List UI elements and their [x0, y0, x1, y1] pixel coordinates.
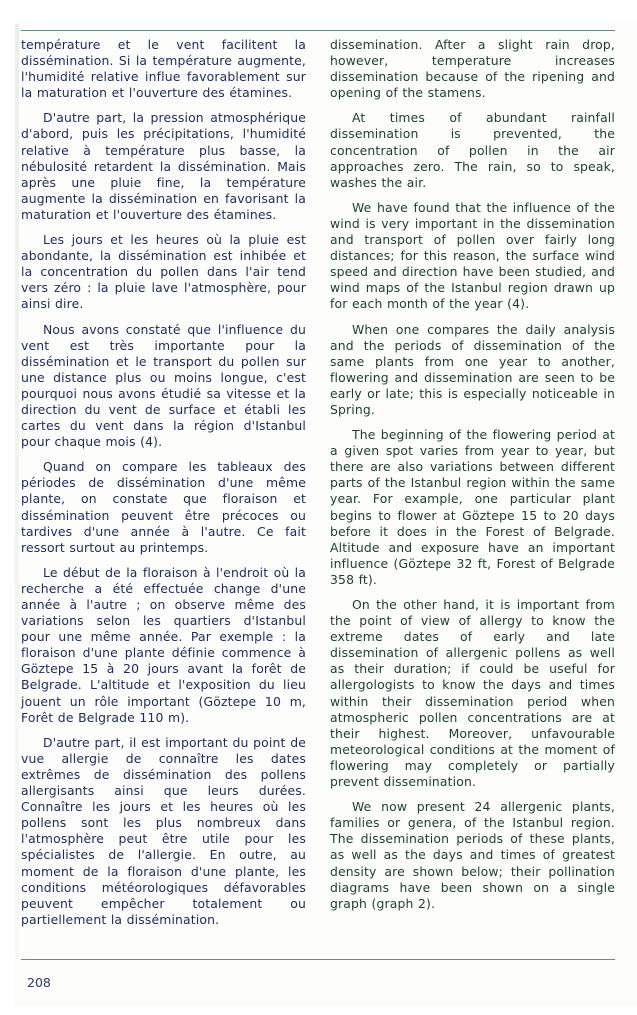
paragraph: D'autre part, la pression atmosphérique d'abord, puis les précipitations, l'humidité relative à température plus basse, la nébulosité retardent la dissémination. Mais après une pluie fine, la température augmente la dissémination en favorisant la maturation et l'ouverture des étamines.: [21, 110, 306, 222]
scan-margin-left: [0, 0, 14, 1015]
two-column-body: [21, 37, 615, 937]
paragraph: We now present 24 allergenic plants, families or genera, of the Istanbul region. The dissemination periods of these plants, as well as the days and times of greatest density are shown below; their pollination diagrams have been shown on a single graph (graph 2).: [330, 799, 615, 911]
paragraph: The beginning of the flowering period at a given spot varies from year to year, but there are also variations between different parts of the Istanbul region within the same year. For example, one particular plant begins to flower at Göztepe 15 to 20 days before it does in the Forest of Belgrade. Altitude and exposure have an important influence (Göztepe 32 ft, Forest of Belgrade 358 ft).: [330, 427, 615, 587]
paragraph: We have found that the influence of the wind is very important in the dissemination and transport of pollen over fairly long distances; for this reason, the surface wind speed and direction have been studied, and wind maps of the Istanbul region drawn up for each month of the year (4).: [330, 199, 615, 312]
right-column-english: [330, 37, 615, 937]
left-column-french: [21, 37, 306, 937]
paragraph: At times of abundant rainfall dissemination is prevented, the concentration of pollen in the air approaches zero. The rain, so to speak, washes the air.: [330, 110, 615, 190]
paragraph: Le début de la floraison à l'endroit où la recherche a été effectuée change d'une année à l'autre ; on observe même des variations selon les quartiers d'Istanbul pour une même année. Par exemple : la floraison d'une plante définie commence à Göztepe 15 à 20 jours avant la forêt de Belgrade. L'altitude et l'exposition du lieu jouent un rôle important (Göztepe 10 m, Forêt de Belgrade 110 m).: [21, 564, 306, 725]
paragraph: Les jours et les heures où la pluie est abondante, la dissémination est inhibée et la concentration du pollen dans l'air tend vers zéro : la pluie lave l'atmosphère, pour ainsi dire.: [21, 232, 306, 312]
paragraph: Nous avons constaté que l'influence du vent est très importante pour la dissémination et le transport du pollen sur une distance plus ou moins longue, c'est pourquoi nous avons étudié sa vitesse et la direction du vent de surface et établi les cartes du vent dans la région d'Istanbul pour chaque mois (4).: [21, 321, 306, 450]
paragraph: D'autre part, il est important du point de vue allergie de connaître les dates extrêmes de dissémination des pollens allergisants ainsi que leurs durées. Connaître les jours et les heures où les pollens sont les plus nombreux dans l'atmosphère peut être utile pour les spécialistes de l'allergie. En outre, au moment de la floraison d'une plante, les conditions météorologiques défavorables peuvent empêcher totalement ou partiellement la dissémination.: [21, 734, 306, 927]
page-number: 208: [27, 975, 51, 990]
scan-gutter-shadow: [15, 24, 19, 959]
scan-margin-bottom: [0, 1007, 637, 1015]
paragraph: Quand on compare les tableaux des périodes de dissémination d'une même plante, on constate que floraison et dissémination peuvent être précoces ou tardives d'une année à l'autre. Ce fait ressort surtout au printemps.: [21, 459, 306, 555]
bottom-rule: [21, 959, 615, 960]
paragraph: dissemination. After a slight rain drop, however, temperature increases dissemination because of the ripening and opening of the stamens.: [330, 37, 615, 101]
paragraph: When one compares the daily analysis and the periods of dissemination of the same plants from one year to another, flowering and dissemination are seen to be early or late; this is especially noticeable in Spring.: [330, 321, 615, 417]
scan-margin-top: [0, 0, 637, 22]
top-rule: [21, 30, 615, 31]
paragraph: température et le vent facilitent la dissémination. Si la température augmente, l'humidité relative influe favorablement sur la maturation et l'ouverture des étamines.: [21, 37, 306, 101]
paragraph: On the other hand, it is important from the point of view of allergy to know the extreme dates of early and late dissemination of allergenic pollens as well as their duration; if could be useful for allergologists to know the days and times within their dissemination period when atmospheric pollen concentrations are at their highest. Moreover, unfavourable meteorological conditions at the moment of flowering may completely or partially prevent dissemination.: [330, 597, 615, 790]
